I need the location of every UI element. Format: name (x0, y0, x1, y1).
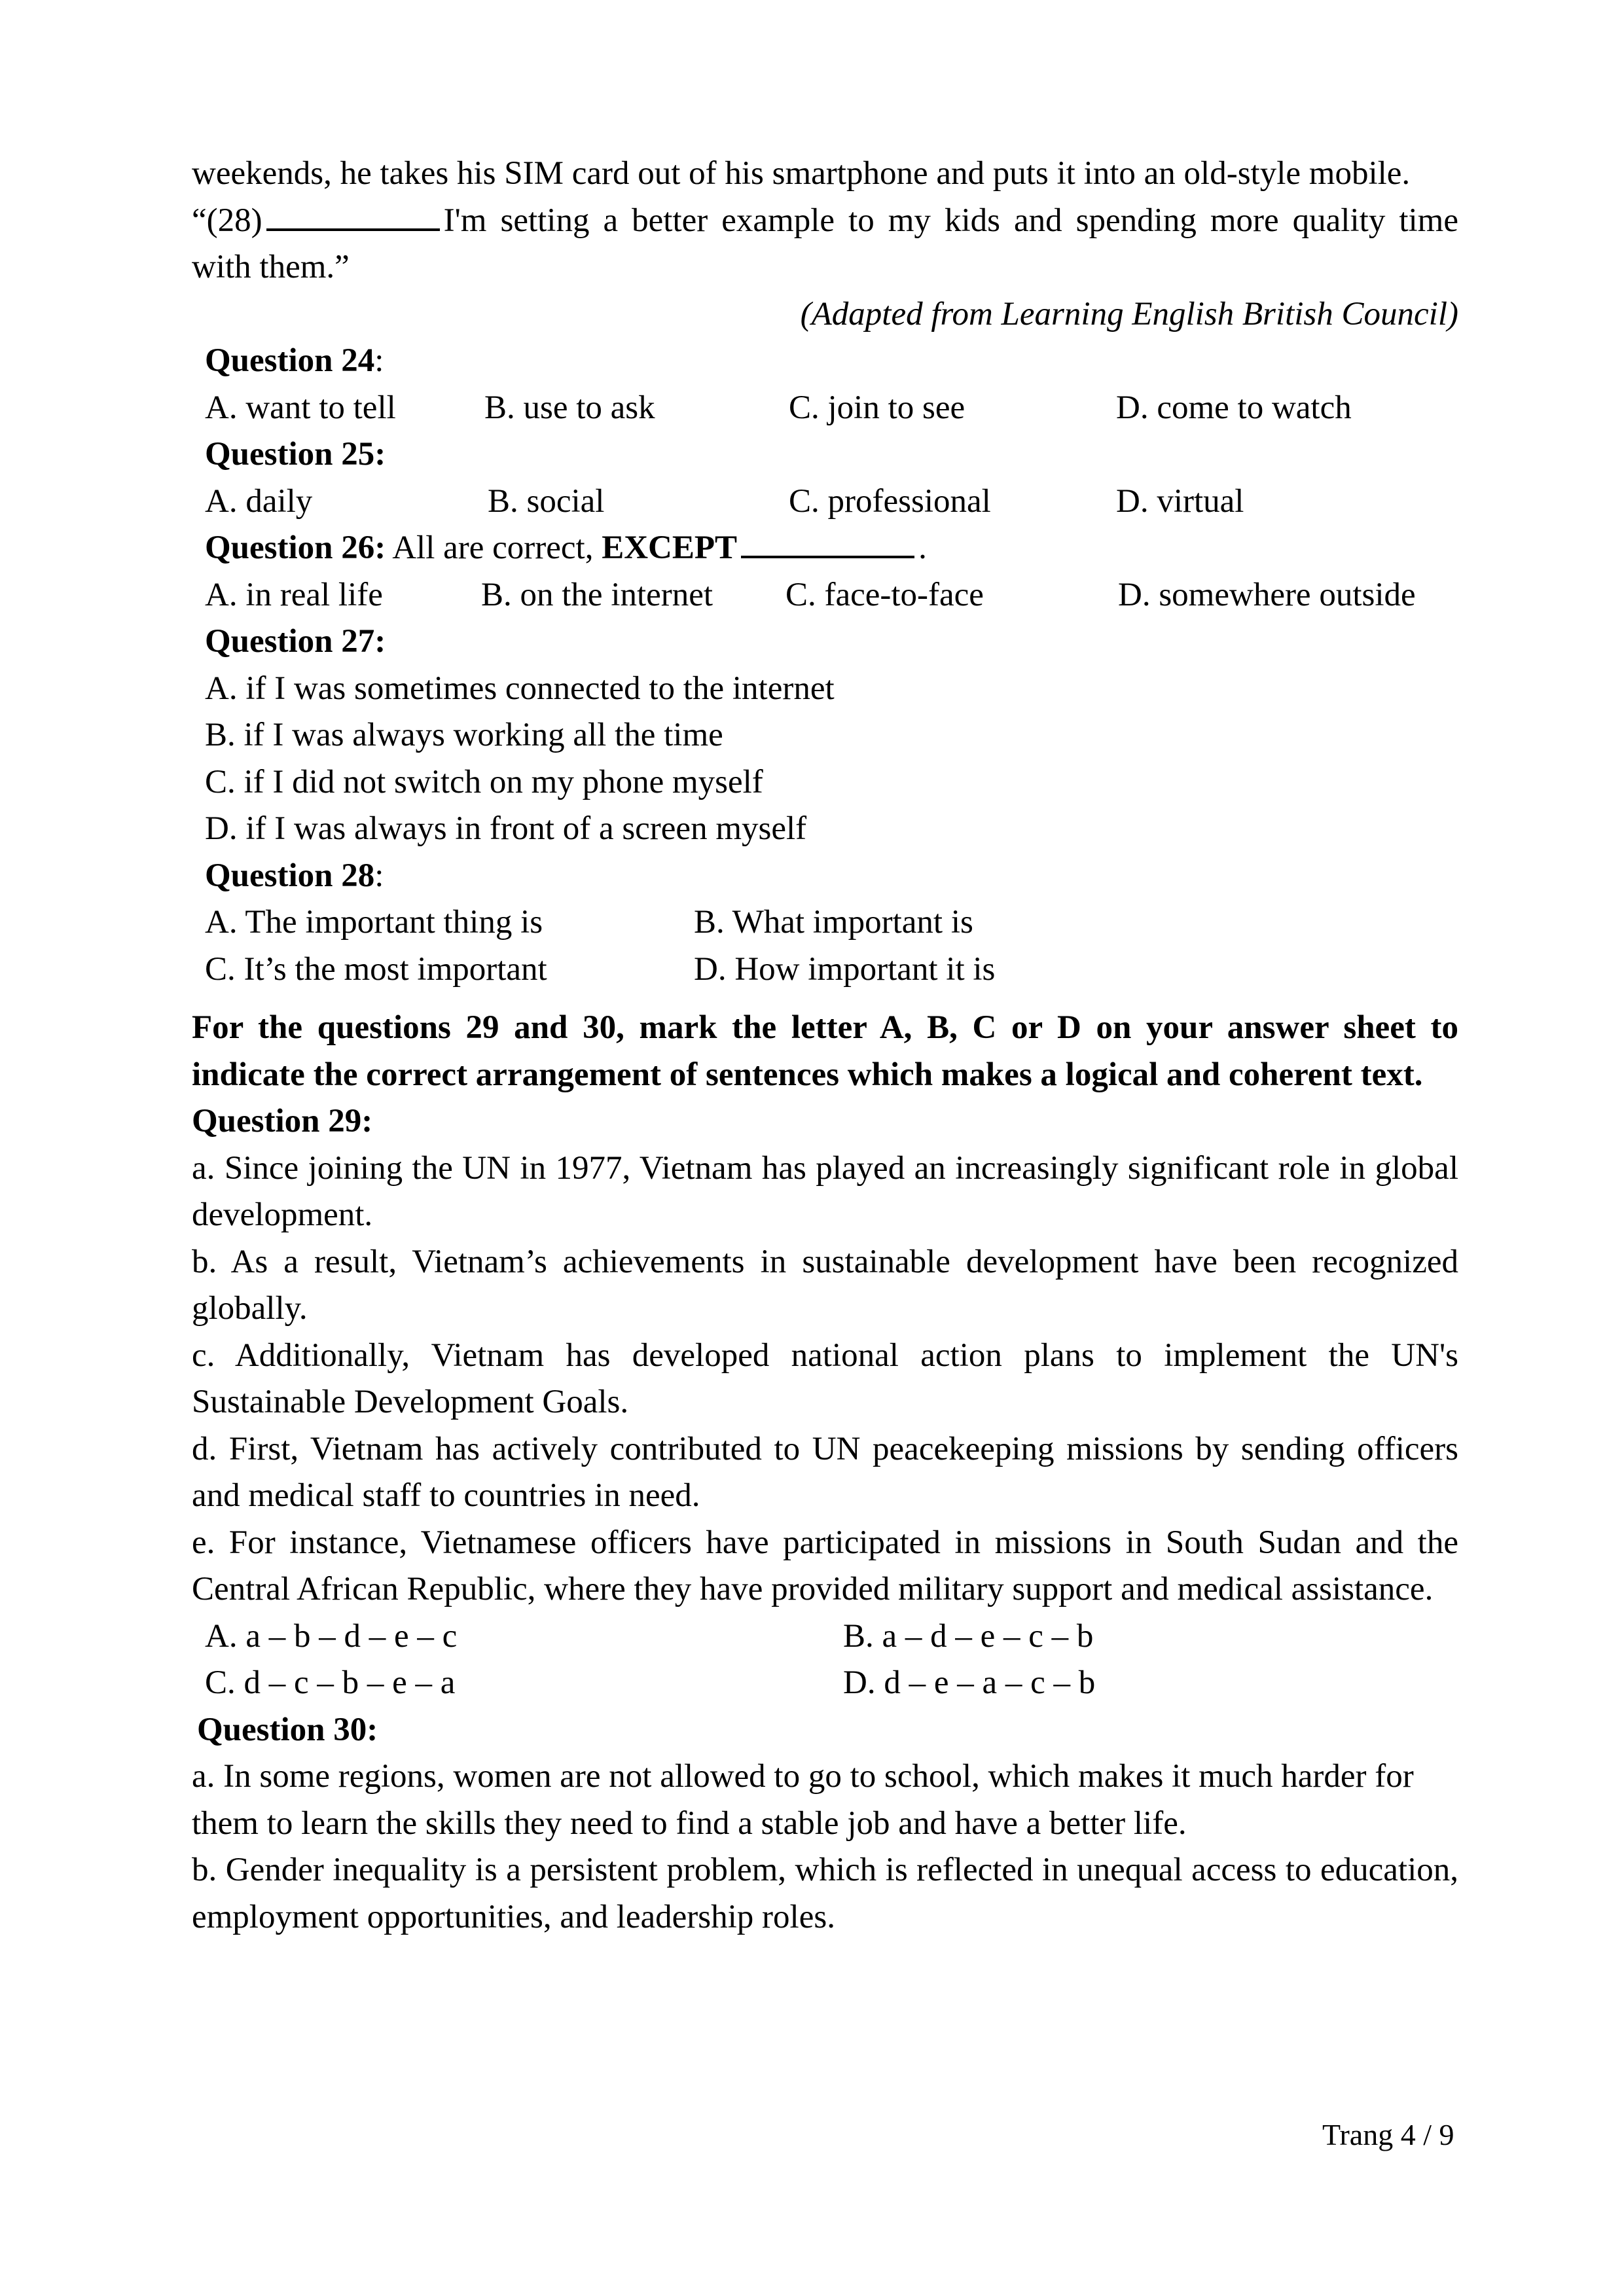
page-number: Trang 4 / 9 (1322, 2118, 1454, 2151)
question-28-options-row2 (192, 946, 1458, 994)
question-24-label: Question 24: (205, 342, 384, 379)
option-d[interactable]: D. d – e – a – c – b (843, 1664, 1096, 1701)
option-a[interactable]: A. in real life (205, 576, 383, 613)
option-a[interactable]: A. daily (205, 482, 313, 520)
question-24-options (192, 385, 1458, 432)
q29-sentence-e: e. For instance, Vietnamese officers have participated in missions in South Sudan and the Central African Republic, where they have provided military support and medical assistance. (192, 1524, 1458, 1607)
q29-sentence-c: c. Additionally, Vietnam has developed national action plans to implement the UN's Sustainable Development Goals. (192, 1336, 1458, 1420)
option-c[interactable]: C. professional (789, 482, 991, 520)
option-b[interactable]: B. What important is (694, 904, 973, 941)
question-25-options (192, 478, 1458, 526)
option-a[interactable]: A. want to tell (205, 389, 396, 426)
option-a[interactable]: A. a – b – d – e – c (205, 1617, 458, 1655)
option-d[interactable]: D. come to watch (1116, 389, 1352, 426)
q29-sentence-b: b. As a result, Vietnam’s achievements in sustainable development have been recognized globally. (192, 1243, 1458, 1327)
answer-blank-28 (266, 202, 440, 231)
passage-source: (Adapted from Learning English British Council) (800, 295, 1458, 332)
passage-line: with them.” (192, 249, 350, 285)
question-26-stem: Question 26: All are correct, EXCEPT . (205, 529, 927, 566)
option-b[interactable]: B. social (488, 482, 605, 520)
option-c[interactable]: C. face-to-face (785, 576, 984, 613)
question-30-label: Question 30: (197, 1711, 378, 1748)
question-28-label: Question 28: (205, 857, 384, 894)
option-b[interactable]: B. on the internet (481, 576, 713, 613)
option-b[interactable]: B. use to ask (484, 389, 655, 426)
exam-page (192, 151, 1458, 1941)
option-d[interactable]: D. virtual (1116, 482, 1244, 520)
passage-line-28: “(28) I'm setting a better example to my kids and spending more quality time (192, 202, 1458, 239)
q30-sentence-a: a. In some regions, women are not allowed to go to school, which makes it much harder for them to learn the skills they need to find a stable job and have a better life. (192, 1758, 1414, 1842)
option-c[interactable]: C. d – c – b – e – a (205, 1664, 456, 1701)
q29-sentence-a: a. Since joining the UN in 1977, Vietnam has played an increasingly significant role in global development. (192, 1149, 1458, 1233)
question-29-label: Question 29: (192, 1103, 373, 1139)
option-c[interactable]: C. if I did not switch on my phone myself (205, 763, 763, 800)
question-29-options-row1 (192, 1613, 1458, 1660)
question-25-label: Question 25: (205, 436, 386, 473)
question-29-options-row2 (192, 1660, 1458, 1707)
answer-blank-26 (741, 529, 914, 558)
option-b[interactable]: B. a – d – e – c – b (843, 1617, 1094, 1655)
option-d[interactable]: D. somewhere outside (1118, 576, 1416, 613)
question-28-options-row1 (192, 899, 1458, 946)
option-b[interactable]: B. if I was always working all the time (205, 717, 723, 753)
question-26-options (192, 572, 1458, 619)
question-27-label: Question 27: (205, 623, 386, 660)
q29-sentence-d: d. First, Vietnam has actively contributed to UN peacekeeping missions by sending officers and medical staff to countries in need. (192, 1430, 1458, 1514)
option-a[interactable]: A. if I was sometimes connected to the internet (205, 670, 835, 707)
passage-line: weekends, he takes his SIM card out of his smartphone and puts it into an old-style mobile. (192, 155, 1411, 192)
option-d[interactable]: D. How important it is (694, 950, 996, 988)
option-c[interactable]: C. join to see (789, 389, 965, 426)
option-d[interactable]: D. if I was always in front of a screen myself (205, 810, 807, 847)
option-a[interactable]: A. The important thing is (205, 904, 543, 941)
option-c[interactable]: C. It’s the most important (205, 950, 547, 988)
section-instruction: For the questions 29 and 30, mark the letter A, B, C or D on your answer sheet to indicate the correct arrangement of sentences which makes a logical and coherent text. (192, 1009, 1458, 1093)
q30-sentence-b: b. Gender inequality is a persistent problem, which is reflected in unequal access to education, employment opportunities, and leadership roles. (192, 1852, 1458, 1935)
